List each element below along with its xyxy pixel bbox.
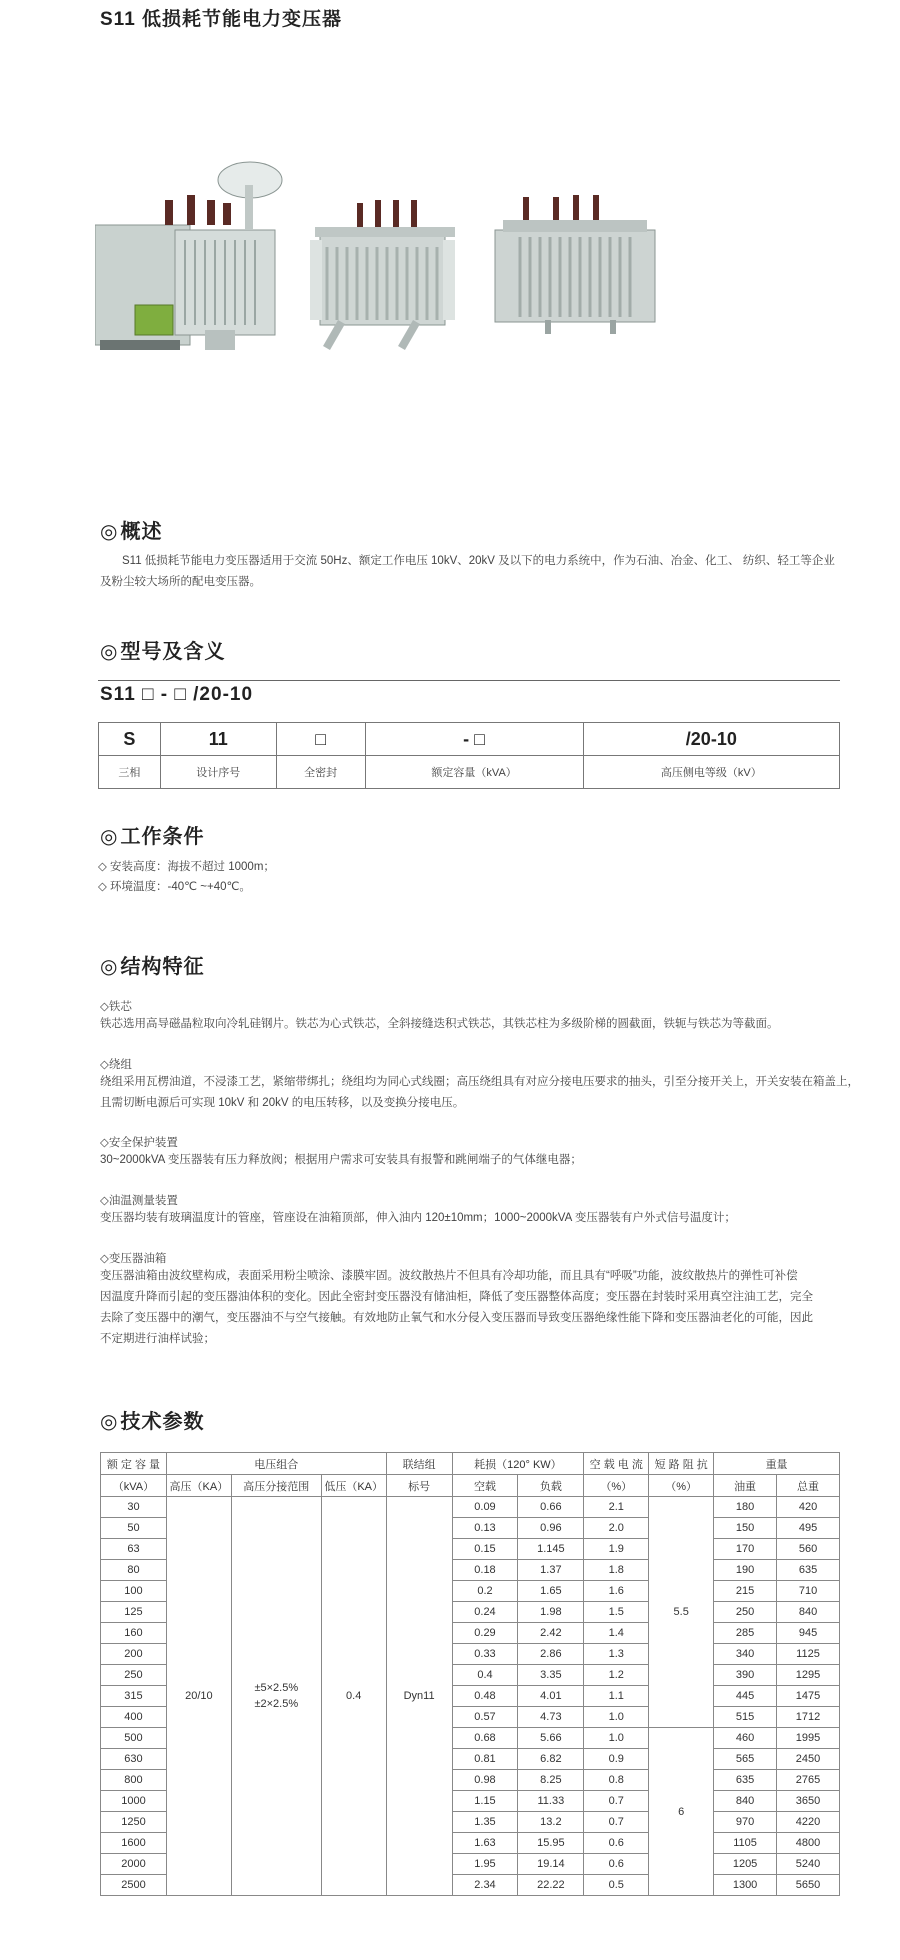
- capacity-cell: 1000: [101, 1791, 167, 1812]
- load-loss-cell: 3.35: [518, 1665, 584, 1686]
- total-weight-cell: 1295: [777, 1665, 840, 1686]
- load-loss-cell: 22.22: [518, 1875, 584, 1896]
- header-hv: 高压（KA）: [166, 1475, 231, 1497]
- noload-loss-cell: 0.57: [452, 1707, 518, 1728]
- load-loss-cell: 1.145: [518, 1539, 584, 1560]
- load-loss-cell: 6.82: [518, 1749, 584, 1770]
- load-loss-cell: 5.66: [518, 1728, 584, 1749]
- oil-weight-cell: 190: [714, 1560, 777, 1581]
- condition-item-1: ◇ 环境温度：-40℃ ~+40℃。: [98, 881, 251, 893]
- structure-item-text-core: 铁芯选用高导磁晶粒取向冷轧硅钢片。铁芯为心式铁芯，全斜接缝迭积式铁芯，其铁芯柱为多级阶梯的圆截面，铁轭与铁芯为等截面。: [100, 1018, 779, 1030]
- noload-current-cell: 1.2: [584, 1665, 649, 1686]
- noload-loss-cell: 0.18: [452, 1560, 518, 1581]
- capacity-cell: 50: [101, 1518, 167, 1539]
- noload-current-cell: 1.0: [584, 1707, 649, 1728]
- oil-weight-cell: 515: [714, 1707, 777, 1728]
- product-photos: [95, 155, 835, 385]
- noload-current-cell: 0.8: [584, 1770, 649, 1791]
- structure-item-text-winding-2: 且需切断电源后可实现 10kV 和 20kV 的电压转移，以及变换分接电压。: [100, 1097, 465, 1109]
- transformer-image-2: [310, 200, 455, 350]
- header-total: 总重: [777, 1475, 840, 1497]
- model-meaning-2: 全密封: [276, 756, 365, 789]
- header-weight: 重量: [714, 1453, 840, 1475]
- noload-loss-cell: 1.63: [452, 1833, 518, 1854]
- oil-weight-cell: 1105: [714, 1833, 777, 1854]
- total-weight-cell: 2765: [777, 1770, 840, 1791]
- capacity-cell: 2500: [101, 1875, 167, 1896]
- tap-range-2: ±2×2.5%: [254, 1698, 299, 1710]
- noload-current-cell: 0.9: [584, 1749, 649, 1770]
- load-loss-cell: 0.66: [518, 1497, 584, 1518]
- total-weight-cell: 495: [777, 1518, 840, 1539]
- header-loss: 耗损（120° KW）: [452, 1453, 584, 1475]
- capacity-cell: 80: [101, 1560, 167, 1581]
- total-weight-cell: 1125: [777, 1644, 840, 1665]
- structure-item-text-protection: 30~2000kVA 变压器装有压力释放阀；根据用户需求可安装具有报警和跳闸端子的气体继电器；: [100, 1154, 582, 1166]
- header-impedance-unit: （%）: [649, 1475, 714, 1497]
- capacity-cell: 1600: [101, 1833, 167, 1854]
- load-loss-cell: 0.96: [518, 1518, 584, 1539]
- structure-item-text-tank-3: 去除了变压器中的潮气，变压器油不与空气接触。有效地防止氧气和水分侵入变压器而导致变压器绝缘性能下降和变压器油老化的可能，因此: [100, 1312, 813, 1324]
- noload-current-cell: 2.0: [584, 1518, 649, 1539]
- header-capacity: 额 定 容 量: [101, 1453, 167, 1475]
- transformer-image-1: [95, 162, 282, 350]
- connection-cell: Dyn11: [386, 1497, 452, 1896]
- noload-loss-cell: 1.35: [452, 1812, 518, 1833]
- noload-loss-cell: 0.81: [452, 1749, 518, 1770]
- tap-range-1: ±5×2.5%: [254, 1682, 299, 1694]
- load-loss-cell: 11.33: [518, 1791, 584, 1812]
- noload-loss-cell: 1.15: [452, 1791, 518, 1812]
- noload-loss-cell: 0.48: [452, 1686, 518, 1707]
- structure-item-title-oil-temp: ◇油温测量装置: [100, 1195, 178, 1207]
- oil-weight-cell: 150: [714, 1518, 777, 1539]
- model-code-4: /20-10: [583, 723, 839, 756]
- noload-current-cell: 1.1: [584, 1686, 649, 1707]
- header-lv: 低压（KA）: [321, 1475, 386, 1497]
- total-weight-cell: 635: [777, 1560, 840, 1581]
- noload-loss-cell: 0.24: [452, 1602, 518, 1623]
- total-weight-cell: 5650: [777, 1875, 840, 1896]
- load-loss-cell: 4.01: [518, 1686, 584, 1707]
- structure-item-text-tank-2: 因温度升降而引起的变压器油体积的变化。因此全密封变压器没有储油柜，降低了变压器整体高度；变压器在封装时采用真空注油工艺，完全: [100, 1291, 813, 1303]
- total-weight-cell: 4220: [777, 1812, 840, 1833]
- noload-loss-cell: 0.09: [452, 1497, 518, 1518]
- noload-current-cell: 1.4: [584, 1623, 649, 1644]
- oil-weight-cell: 340: [714, 1644, 777, 1665]
- model-meaning-3: 额定容量（kVA）: [365, 756, 583, 789]
- oil-weight-cell: 1300: [714, 1875, 777, 1896]
- load-loss-cell: 15.95: [518, 1833, 584, 1854]
- noload-loss-cell: 0.33: [452, 1644, 518, 1665]
- model-formula: S11 □ - □ /20-10: [100, 684, 254, 705]
- oil-weight-cell: 170: [714, 1539, 777, 1560]
- noload-loss-cell: 1.95: [452, 1854, 518, 1875]
- header-oil: 油重: [714, 1475, 777, 1497]
- capacity-cell: 160: [101, 1623, 167, 1644]
- model-meaning-0: 三相: [99, 756, 161, 789]
- conditions-heading: ◎ 工作条件: [100, 826, 205, 848]
- noload-loss-cell: 0.29: [452, 1623, 518, 1644]
- load-loss-cell: 2.42: [518, 1623, 584, 1644]
- header-current-unit: （%）: [584, 1475, 649, 1497]
- noload-current-cell: 0.6: [584, 1833, 649, 1854]
- capacity-cell: 250: [101, 1665, 167, 1686]
- total-weight-cell: 5240: [777, 1854, 840, 1875]
- model-meaning-4: 高压侧电等级（kV）: [583, 756, 839, 789]
- hv-cell: 20/10: [166, 1497, 231, 1896]
- model-heading: ◎ 型号及含义: [100, 641, 226, 663]
- capacity-cell: 400: [101, 1707, 167, 1728]
- load-loss-cell: 1.37: [518, 1560, 584, 1581]
- noload-loss-cell: 0.68: [452, 1728, 518, 1749]
- specs-heading: ◎ 技术参数: [100, 1411, 205, 1433]
- noload-current-cell: 0.5: [584, 1875, 649, 1896]
- oil-weight-cell: 970: [714, 1812, 777, 1833]
- model-rule-top: [98, 680, 840, 681]
- table-row: [101, 1497, 840, 1518]
- oil-weight-cell: 445: [714, 1686, 777, 1707]
- lv-cell: 0.4: [321, 1497, 386, 1896]
- total-weight-cell: 1995: [777, 1728, 840, 1749]
- noload-current-cell: 2.1: [584, 1497, 649, 1518]
- capacity-cell: 2000: [101, 1854, 167, 1875]
- capacity-cell: 800: [101, 1770, 167, 1791]
- model-meaning-1: 设计序号: [160, 756, 276, 789]
- noload-current-cell: 1.0: [584, 1728, 649, 1749]
- header-noload: 空载: [452, 1475, 518, 1497]
- structure-item-title-winding: ◇绕组: [100, 1059, 132, 1071]
- capacity-cell: 500: [101, 1728, 167, 1749]
- structure-heading: ◎ 结构特征: [100, 956, 205, 978]
- model-code-1: 11: [160, 723, 276, 756]
- total-weight-cell: 560: [777, 1539, 840, 1560]
- header-capacity-unit: （kVA）: [101, 1475, 167, 1497]
- oil-weight-cell: 460: [714, 1728, 777, 1749]
- capacity-cell: 315: [101, 1686, 167, 1707]
- noload-current-cell: 0.6: [584, 1854, 649, 1875]
- structure-item-title-tank: ◇变压器油箱: [100, 1253, 167, 1265]
- noload-loss-cell: 0.13: [452, 1518, 518, 1539]
- oil-weight-cell: 390: [714, 1665, 777, 1686]
- capacity-cell: 100: [101, 1581, 167, 1602]
- header-noload-current: 空 载 电 流: [584, 1453, 649, 1475]
- noload-current-cell: 1.5: [584, 1602, 649, 1623]
- load-loss-cell: 1.65: [518, 1581, 584, 1602]
- structure-item-title-core: ◇铁芯: [100, 1001, 132, 1013]
- noload-current-cell: 1.9: [584, 1539, 649, 1560]
- oil-weight-cell: 180: [714, 1497, 777, 1518]
- load-loss-cell: 8.25: [518, 1770, 584, 1791]
- noload-current-cell: 1.8: [584, 1560, 649, 1581]
- oil-weight-cell: 840: [714, 1791, 777, 1812]
- capacity-cell: 630: [101, 1749, 167, 1770]
- oil-weight-cell: 635: [714, 1770, 777, 1791]
- oil-weight-cell: 1205: [714, 1854, 777, 1875]
- noload-loss-cell: 0.2: [452, 1581, 518, 1602]
- capacity-cell: 125: [101, 1602, 167, 1623]
- capacity-cell: 1250: [101, 1812, 167, 1833]
- total-weight-cell: 840: [777, 1602, 840, 1623]
- header-voltage-group: 电压组合: [166, 1453, 386, 1475]
- capacity-cell: 30: [101, 1497, 167, 1518]
- header-impedance: 短 路 阻 抗: [649, 1453, 714, 1475]
- overview-heading: ◎ 概述: [100, 521, 163, 543]
- load-loss-cell: 13.2: [518, 1812, 584, 1833]
- noload-current-cell: 1.6: [584, 1581, 649, 1602]
- oil-weight-cell: 565: [714, 1749, 777, 1770]
- header-connection: 联结组: [386, 1453, 452, 1475]
- noload-loss-cell: 2.34: [452, 1875, 518, 1896]
- header-tap: 高压分接范围: [231, 1475, 321, 1497]
- impedance-cell: 5.5: [649, 1497, 714, 1728]
- noload-current-cell: 0.7: [584, 1812, 649, 1833]
- model-code-0: S: [99, 723, 161, 756]
- noload-loss-cell: 0.98: [452, 1770, 518, 1791]
- model-code-3: - □: [365, 723, 583, 756]
- noload-current-cell: 1.3: [584, 1644, 649, 1665]
- total-weight-cell: 3650: [777, 1791, 840, 1812]
- model-code-2: □: [276, 723, 365, 756]
- transformer-image-3: [495, 195, 655, 334]
- spec-table: [100, 1452, 840, 1896]
- capacity-cell: 63: [101, 1539, 167, 1560]
- load-loss-cell: 4.73: [518, 1707, 584, 1728]
- noload-current-cell: 0.7: [584, 1791, 649, 1812]
- total-weight-cell: 710: [777, 1581, 840, 1602]
- condition-item-0: ◇ 安装高度：海拔不超过 1000m；: [98, 861, 275, 873]
- structure-item-text-tank-4: 不定期进行油样试验；: [100, 1333, 215, 1345]
- noload-loss-cell: 0.4: [452, 1665, 518, 1686]
- structure-item-text-tank-1: 变压器油箱由波纹壁构成，表面采用粉尘喷涂、漆膜牢固。波纹散热片不但具有冷却功能，而且具有“呼吸”功能，波纹散热片的弹性可补偿: [100, 1270, 798, 1282]
- total-weight-cell: 1475: [777, 1686, 840, 1707]
- load-loss-cell: 19.14: [518, 1854, 584, 1875]
- oil-weight-cell: 285: [714, 1623, 777, 1644]
- oil-weight-cell: 215: [714, 1581, 777, 1602]
- total-weight-cell: 4800: [777, 1833, 840, 1854]
- capacity-cell: 200: [101, 1644, 167, 1665]
- total-weight-cell: 2450: [777, 1749, 840, 1770]
- load-loss-cell: 2.86: [518, 1644, 584, 1665]
- structure-item-text-winding-1: 绕组采用瓦楞油道，不浸漆工艺，紧缩带绑扎；绕组均为同心式线圈；高压绕组具有对应分接电压要求的抽头，引至分接开关上，开关安装在箱盖上，: [100, 1076, 859, 1088]
- header-connection-2: 标号: [386, 1475, 452, 1497]
- model-table: [98, 722, 840, 789]
- oil-weight-cell: 250: [714, 1602, 777, 1623]
- total-weight-cell: 420: [777, 1497, 840, 1518]
- impedance-cell: 6: [649, 1728, 714, 1896]
- total-weight-cell: 945: [777, 1623, 840, 1644]
- header-load: 负载: [518, 1475, 584, 1497]
- load-loss-cell: 1.98: [518, 1602, 584, 1623]
- structure-item-text-oil-temp: 变压器均装有玻璃温度计的管座，管座设在油箱顶部，伸入油内 120±10mm；1000~2000kVA 变压器装有户外式信号温度计；: [100, 1212, 736, 1224]
- page-title: S11 低损耗节能电力变压器: [100, 9, 343, 30]
- noload-loss-cell: 0.15: [452, 1539, 518, 1560]
- structure-item-title-protection: ◇安全保护装置: [100, 1137, 178, 1149]
- overview-text: S11 低损耗节能电力变压器适用于交流 50Hz、额定工作电压 10kV、20kV 及以下的电力系统中，作为石油、冶金、化工、 纺织、轻工等企业及粉尘较大场所的配电变压器。: [100, 555, 835, 588]
- tap-range-cell: [231, 1497, 321, 1896]
- total-weight-cell: 1712: [777, 1707, 840, 1728]
